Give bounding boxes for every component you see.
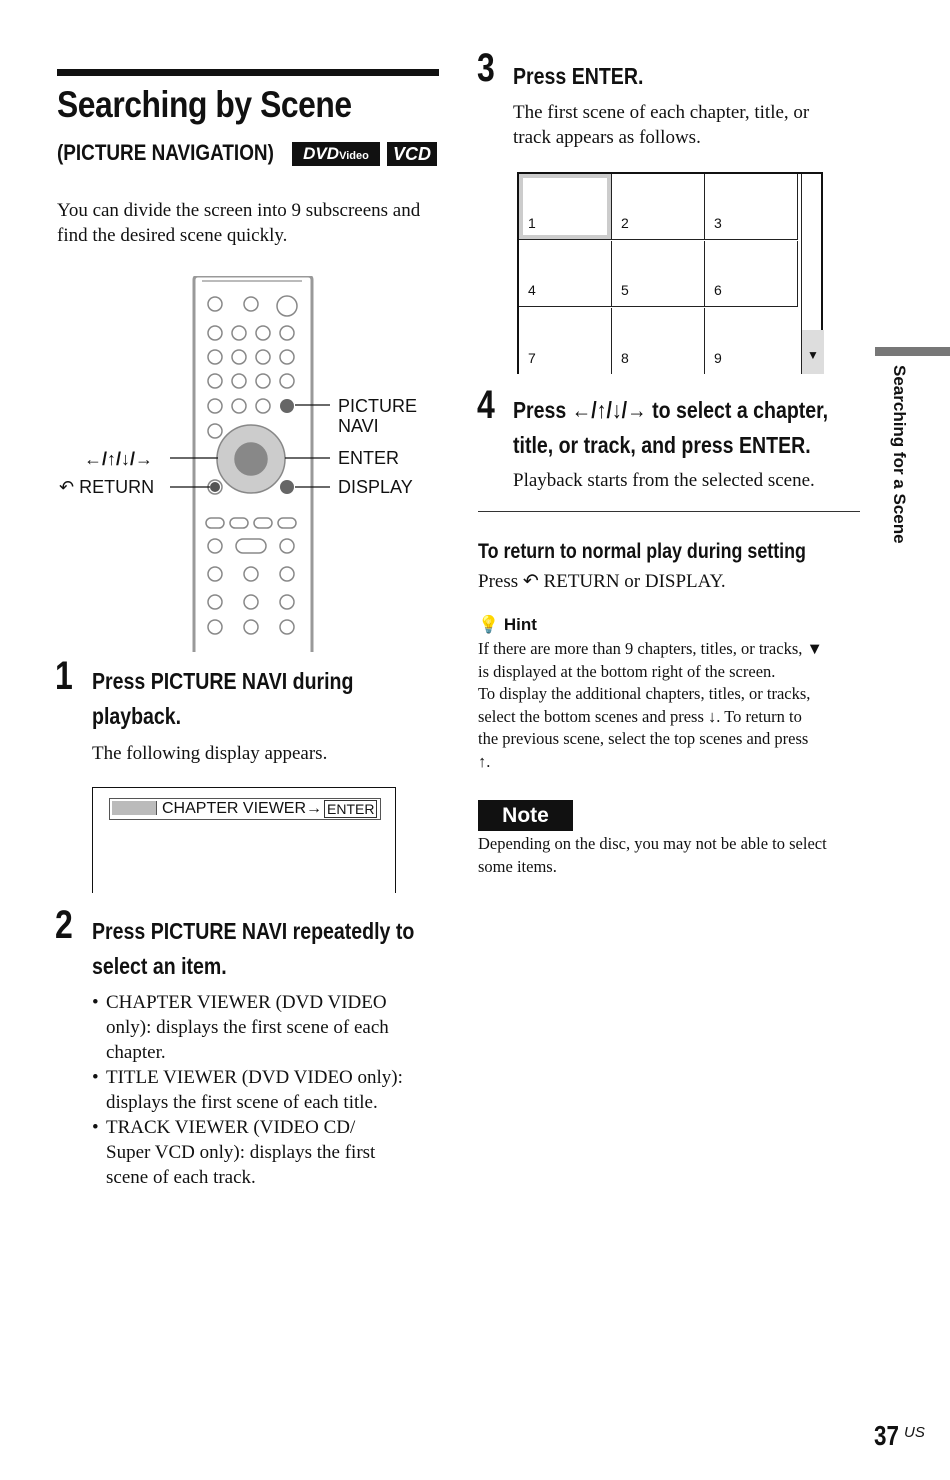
dvd-video-logo: DVDVideo bbox=[292, 142, 380, 166]
step-3-heading: Press ENTER. bbox=[513, 63, 644, 89]
grid-cell: 6 bbox=[705, 241, 798, 307]
list-item: • TITLE VIEWER (DVD VIDEO only): displays the first scene of each title. bbox=[92, 1065, 442, 1115]
grid-cell: 8 bbox=[612, 308, 705, 374]
picture-navi-label: PICTURE NAVI bbox=[338, 396, 418, 436]
menu-icon bbox=[112, 801, 157, 815]
return-icon: ↶ bbox=[59, 477, 75, 497]
display-label: DISPLAY bbox=[338, 477, 413, 497]
step-2-heading: Press PICTURE NAVI repeatedly to select an item. bbox=[92, 918, 415, 979]
grid-cell: 3 bbox=[705, 174, 798, 240]
note-badge: Note bbox=[478, 800, 573, 831]
enter-label: ENTER bbox=[338, 448, 400, 468]
return-label: ↶ RETURN bbox=[59, 477, 155, 497]
hint-heading: 💡 Hint bbox=[478, 615, 537, 634]
lightbulb-icon: 💡 bbox=[478, 615, 500, 634]
note-text: Depending on the disc, you may not be able to select some items. bbox=[478, 834, 827, 876]
title-rule bbox=[57, 69, 439, 76]
section-divider bbox=[478, 511, 860, 512]
grid-cell: 2 bbox=[612, 174, 705, 240]
page-number: 37 bbox=[874, 1420, 899, 1451]
callout-lines bbox=[160, 395, 340, 500]
page-region-suffix: US bbox=[904, 1424, 925, 1441]
grid-cell: 1 bbox=[519, 174, 612, 240]
list-item: • TRACK VIEWER (VIDEO CD/ Super VCD only): displays the first scene of each track. bbox=[92, 1115, 442, 1190]
step-2-number: 2 bbox=[55, 903, 73, 947]
grid-cell: 5 bbox=[612, 241, 705, 307]
step-3-number: 3 bbox=[477, 46, 495, 90]
intro-text: You can divide the screen into 9 subscreens and find the desired scene quickly. bbox=[57, 200, 421, 246]
vcd-logo: VCD bbox=[387, 142, 437, 166]
step-4-text: Playback starts from the selected scene. bbox=[513, 470, 815, 491]
enter-key-label: ENTER bbox=[324, 800, 377, 818]
grid-cell: 4 bbox=[519, 241, 612, 307]
chapter-viewer-bar: CHAPTER VIEWER→ ENTER bbox=[109, 798, 381, 820]
side-tab-label: Searching for a Scene bbox=[890, 365, 909, 544]
page-subtitle: (PICTURE NAVIGATION) bbox=[57, 140, 274, 165]
step-1-text: The following display appears. bbox=[92, 743, 328, 764]
grid-cell: 9 bbox=[714, 350, 722, 366]
scroll-down-arrow-icon: ▼ bbox=[802, 330, 824, 374]
hint-text: If there are more than 9 chapters, titles, or tracks, ▼ is displayed at the bottom right of the screen. To display the additional chapters, titles, or tracks, select the bottom scenes and press ↓. To return to the previous scene, select the top scenes and press ↑. bbox=[478, 639, 823, 771]
step-1-heading: Press PICTURE NAVI during playback. bbox=[92, 668, 354, 729]
grid-cell: 7 bbox=[519, 308, 612, 374]
grid-scrollbar bbox=[801, 174, 824, 374]
page-title: Searching by Scene bbox=[57, 84, 352, 125]
viewer-list bbox=[92, 990, 442, 1190]
step-3-text: The first scene of each chapter, title, or track appears as follows. bbox=[513, 102, 810, 148]
chapter-viewer-display bbox=[92, 787, 396, 893]
step-4-number: 4 bbox=[477, 383, 495, 427]
return-text: Press ↶ RETURN or DISPLAY. bbox=[478, 571, 726, 592]
side-tab-bar bbox=[875, 347, 950, 356]
scene-grid bbox=[517, 172, 823, 374]
step-1-number: 1 bbox=[55, 654, 73, 698]
step-4-heading: Press ←/↑/↓/→ to select a chapter, title, or track, and press ENTER. bbox=[513, 397, 829, 458]
list-item: • CHAPTER VIEWER (DVD VIDEO only): displays the first scene of each chapter. bbox=[92, 990, 442, 1065]
return-heading: To return to normal play during setting bbox=[478, 540, 806, 563]
arrows-label: ←/↑/↓/→ bbox=[84, 449, 154, 469]
